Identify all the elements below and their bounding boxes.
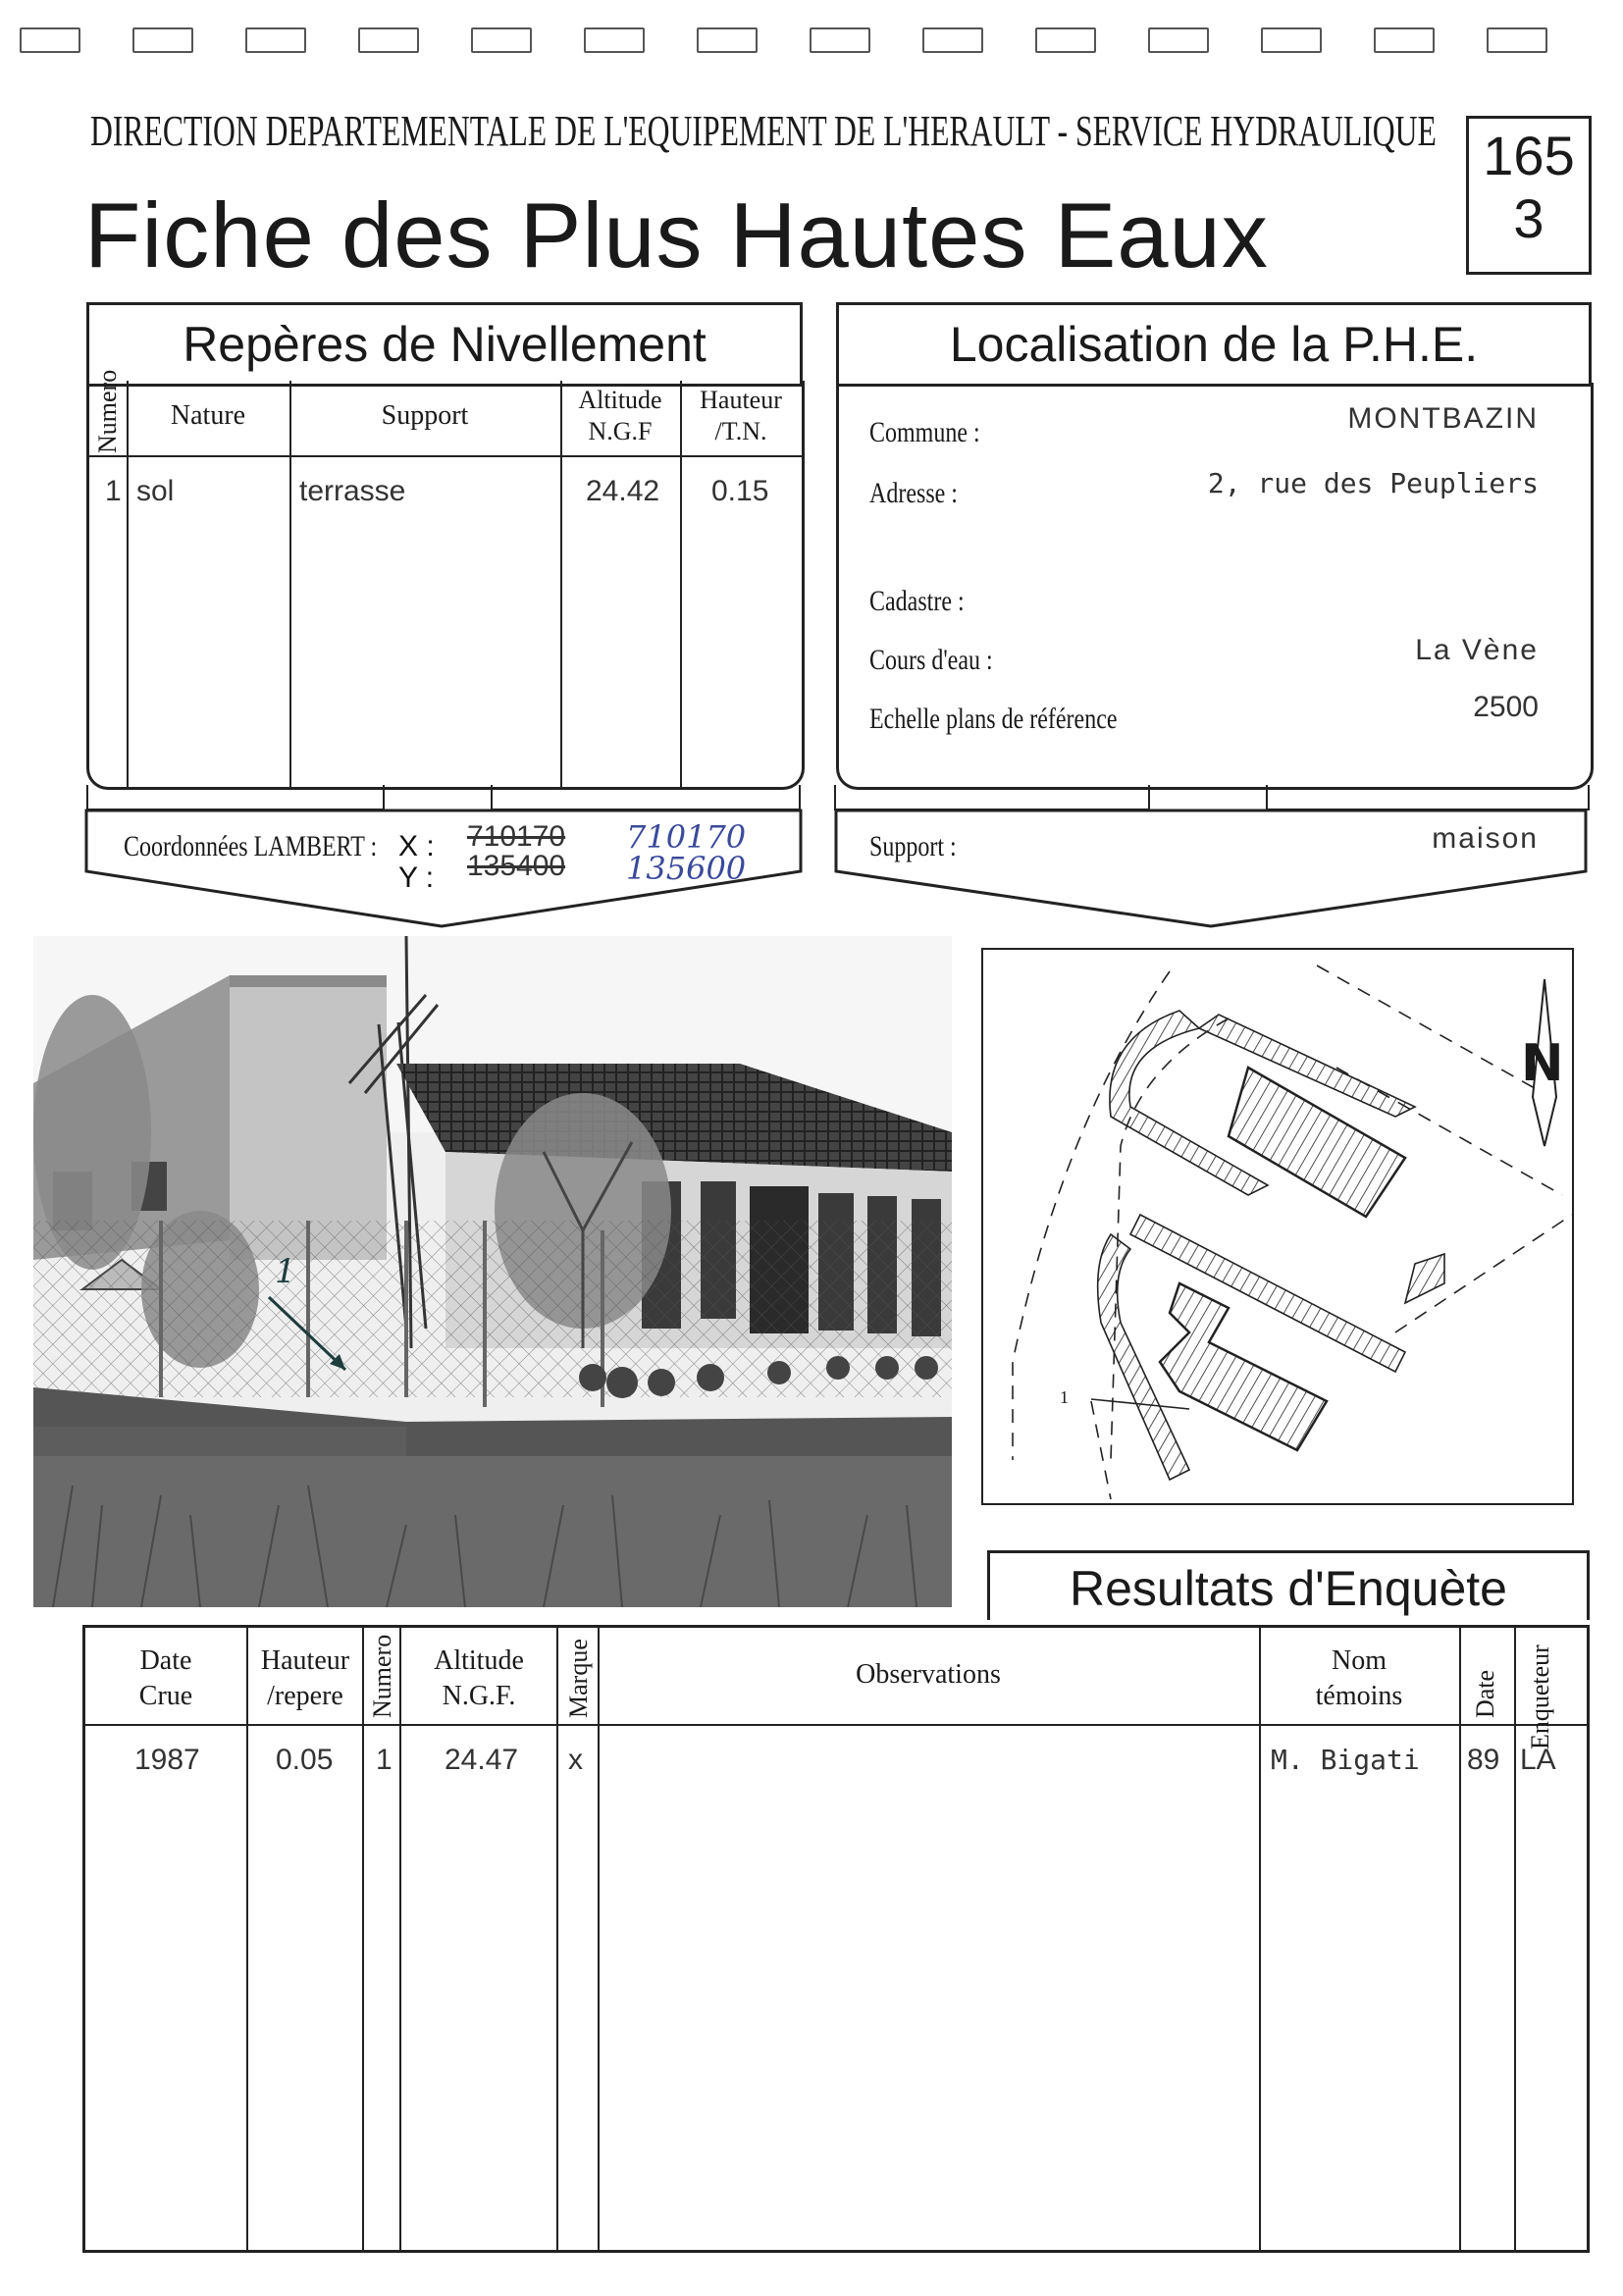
col-altitude-ngf: Altitude N.G.F.	[434, 1645, 524, 1711]
echelle-value: 2500	[1473, 691, 1539, 723]
reperes-title: Repères de Nivellement	[183, 317, 707, 372]
lambert-y-label: Y :	[398, 861, 435, 894]
support-label: Support :	[869, 830, 957, 862]
reference-number: 165	[1483, 125, 1575, 186]
col-altitude: Altitude N.G.F	[578, 386, 662, 445]
commune-label: Commune :	[869, 416, 980, 448]
result-hauteur: 0.05	[276, 1744, 334, 1776]
adresse-label: Adresse :	[869, 477, 958, 509]
reperes-table	[86, 369, 805, 790]
lambert-label: Coordonnées LAMBERT :	[124, 830, 378, 862]
result-date-crue: 1987	[134, 1744, 200, 1776]
row-support: terrasse	[299, 475, 406, 507]
col-nom-temoins: Nom témoins	[1315, 1645, 1403, 1711]
localisation-title-box	[836, 302, 1592, 387]
lambert-y-new: 135600	[626, 850, 747, 887]
row-numero: 1	[105, 475, 122, 507]
lambert-x-old: 710170	[467, 820, 566, 853]
result-marque: x	[568, 1744, 583, 1776]
col-date-crue: Date Crue	[138, 1645, 193, 1711]
resultats-title: Resultats d'Enquète	[1070, 1561, 1507, 1616]
reperes-title-box	[86, 302, 803, 387]
lambert-x-new: 710170	[626, 818, 747, 856]
adresse-value: 2, rue des Peupliers	[1207, 467, 1539, 499]
row-hauteur: 0.15	[711, 475, 769, 507]
lambert-y-old: 135400	[467, 850, 566, 882]
col-enqueteur: Enqueteur	[1526, 1644, 1554, 1749]
col-support: Support	[381, 400, 469, 431]
lambert-x-label: X :	[398, 830, 435, 862]
echelle-label: Echelle plans de référence	[869, 703, 1118, 735]
row-nature: sol	[136, 475, 175, 507]
localisation-title: Localisation de la P.H.E.	[949, 317, 1479, 372]
page-title: Fiche des Plus Hautes Eaux	[84, 183, 1269, 287]
col-marque: Marque	[564, 1639, 593, 1718]
cours-label: Cours d'eau :	[869, 644, 993, 676]
department-heading: DIRECTION DEPARTEMENTALE DE L'EQUIPEMENT DE L'HERAULT - SERVICE HYDRAULIQUE	[90, 107, 1437, 155]
resultats-title-box	[987, 1550, 1590, 1620]
commune-value: MONTBAZIN	[1347, 402, 1539, 435]
site-plan	[981, 948, 1574, 1505]
cours-value: La Vène	[1415, 634, 1539, 666]
col-numero: Numero	[93, 369, 122, 453]
col-observations: Observations	[856, 1659, 1001, 1690]
col-date: Date	[1471, 1669, 1499, 1718]
reference-box	[1466, 116, 1592, 275]
support-value: maison	[1432, 822, 1539, 855]
col-nature: Nature	[170, 400, 246, 431]
result-date: 89	[1467, 1744, 1500, 1776]
resultats-table	[82, 1625, 1590, 2253]
col-hauteur: Hauteur /T.N.	[700, 386, 782, 445]
photo-marker-label: 1	[275, 1252, 296, 1291]
result-enqueteur: LA	[1520, 1744, 1556, 1776]
result-numero: 1	[376, 1744, 393, 1776]
north-arrow-label: N	[1521, 1034, 1564, 1093]
reference-sub: 3	[1513, 187, 1544, 249]
result-altitude: 24.47	[445, 1744, 519, 1776]
plan-marker-label: 1	[1060, 1387, 1069, 1407]
cadastre-label: Cadastre :	[869, 585, 965, 617]
col-hauteur-repere: Hauteur /repere	[260, 1645, 350, 1711]
result-nom: M. Bigati	[1271, 1744, 1420, 1776]
house-photo	[33, 936, 952, 1607]
col-numero-result: Numero	[368, 1634, 396, 1718]
row-altitude: 24.42	[586, 475, 660, 507]
